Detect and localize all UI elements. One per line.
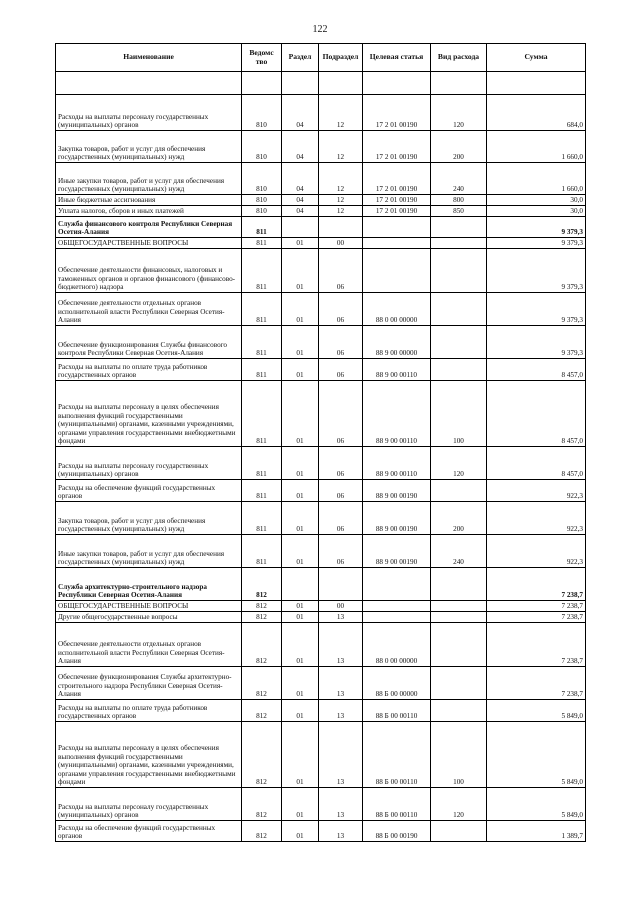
cell-cs: 88 9 00 00190 — [363, 535, 431, 568]
cell-sum: 8 457,0 — [487, 447, 586, 480]
header-sum: Сумма — [487, 44, 586, 72]
table-row — [56, 502, 586, 535]
budget-table — [55, 43, 586, 842]
cell-vr — [431, 249, 487, 293]
cell-rz — [282, 217, 319, 238]
table-row — [56, 217, 586, 238]
cell-sum: 9 379,3 — [487, 217, 586, 238]
cell-sum: 922,3 — [487, 535, 586, 568]
cell-name: Расходы на выплаты персоналу в целях обеспечения выполнения функций государственными (муниципальными) органами, казенными учреждениями, органами управления государственными внебюджетными фондами — [56, 381, 242, 447]
cell-ved: 811 — [242, 447, 282, 480]
cell-name: Расходы на выплаты по оплате труда работников государственных органов — [56, 359, 242, 381]
cell-ved: 811 — [242, 249, 282, 293]
cell-rz: 01 — [282, 326, 319, 359]
cell-sum: 684,0 — [487, 95, 586, 131]
table-header-row — [56, 44, 586, 72]
cell-cs — [363, 249, 431, 293]
cell-name: Расходы на выплаты персоналу государственных (муниципальных) органов — [56, 95, 242, 131]
cell-vr — [431, 821, 487, 842]
cell-cs: 17 2 01 00190 — [363, 95, 431, 131]
cell-ved: 812 — [242, 821, 282, 842]
cell-name: Служба финансового контроля Республики Северная Осетия-Алания — [56, 217, 242, 238]
cell-cs: 88 9 00 00110 — [363, 381, 431, 447]
table-row — [56, 95, 586, 131]
table-row — [56, 447, 586, 480]
cell-name: Расходы на выплаты персоналу в целях обеспечения выполнения функций государственными (муниципальными) органами, казенными учреждениями, органами управления государственными внебюджетными фондами — [56, 722, 242, 788]
table-row — [56, 601, 586, 612]
cell-pr: 06 — [319, 480, 363, 502]
cell-rz: 01 — [282, 480, 319, 502]
table-row — [56, 381, 586, 447]
cell-vr: 120 — [431, 95, 487, 131]
table-row — [56, 667, 586, 700]
cell-ved: 810 — [242, 131, 282, 163]
cell-rz: 01 — [282, 722, 319, 788]
cell-rz: 01 — [282, 447, 319, 480]
table-row — [56, 568, 586, 601]
cell-pr: 13 — [319, 788, 363, 821]
cell-pr: 06 — [319, 502, 363, 535]
cell-sum: 7 238,7 — [487, 667, 586, 700]
header-podrazdel: Подраздел — [319, 44, 363, 72]
cell-ved: 810 — [242, 95, 282, 131]
cell-cs: 17 2 01 00190 — [363, 131, 431, 163]
cell-rz: 01 — [282, 238, 319, 249]
cell-cs: 88 9 00 00110 — [363, 359, 431, 381]
cell-pr: 13 — [319, 667, 363, 700]
cell-ved: 811 — [242, 238, 282, 249]
cell-rz: 04 — [282, 131, 319, 163]
cell-rz: 01 — [282, 623, 319, 667]
cell-cs: 88 9 00 00190 — [363, 502, 431, 535]
cell-vr — [431, 326, 487, 359]
cell-pr: 12 — [319, 206, 363, 217]
cell-name: Иные бюджетные ассигнования — [56, 195, 242, 206]
cell-rz: 01 — [282, 612, 319, 623]
cell-pr: 13 — [319, 722, 363, 788]
cell-name: Расходы на выплаты персоналу государственных (муниципальных) органов — [56, 447, 242, 480]
cell-vr — [431, 217, 487, 238]
cell-sum: 5 849,0 — [487, 700, 586, 722]
cell-name: Уплата налогов, сборов и иных платежей — [56, 206, 242, 217]
cell-sum: 1 389,7 — [487, 821, 586, 842]
cell-rz: 01 — [282, 535, 319, 568]
cell-ved: 812 — [242, 623, 282, 667]
cell-ved: 812 — [242, 612, 282, 623]
cell-rz: 01 — [282, 381, 319, 447]
cell-cs: 88 Б 00 00110 — [363, 722, 431, 788]
cell-name: Обеспечение деятельности финансовых, налоговых и таможенных органов и органов финансового (финансово-бюджетного) надзора — [56, 249, 242, 293]
cell-name: Служба архитектурно-строительного надзора Республики Северная Осетия-Алания — [56, 568, 242, 601]
cell-pr: 12 — [319, 131, 363, 163]
table-row — [56, 163, 586, 195]
cell-rz: 01 — [282, 293, 319, 326]
header-target: Целевая статья — [363, 44, 431, 72]
cell-ved: 811 — [242, 217, 282, 238]
cell-vr: 800 — [431, 195, 487, 206]
cell-name: ОБЩЕГОСУДАРСТВЕННЫЕ ВОПРОСЫ — [56, 601, 242, 612]
cell-sum: 9 379,3 — [487, 238, 586, 249]
table-row — [56, 623, 586, 667]
cell-vr: 120 — [431, 788, 487, 821]
table-row — [56, 359, 586, 381]
cell-sum: 7 238,7 — [487, 601, 586, 612]
table-row — [56, 612, 586, 623]
cell-cs: 88 Б 00 00110 — [363, 700, 431, 722]
cell-vr — [431, 667, 487, 700]
cell-cs: 88 0 00 00000 — [363, 293, 431, 326]
cell-cs — [363, 601, 431, 612]
cell-vr — [431, 612, 487, 623]
table-row — [56, 206, 586, 217]
cell-sum: 30,0 — [487, 206, 586, 217]
cell-sum: 9 379,3 — [487, 249, 586, 293]
cell-name: Закупка товаров, работ и услуг для обеспечения государственных (муниципальных) нужд — [56, 502, 242, 535]
cell-pr: 06 — [319, 249, 363, 293]
header-ved: Ведомс тво — [242, 44, 282, 72]
cell-name: Обеспечение функционирования Службы финансового контроля Республики Северная Осетия-Алания — [56, 326, 242, 359]
table-row — [56, 480, 586, 502]
page-number: 122 — [312, 24, 328, 35]
cell-vr: 120 — [431, 447, 487, 480]
cell-cs: 88 9 00 00110 — [363, 447, 431, 480]
cell-sum: 8 457,0 — [487, 359, 586, 381]
cell-pr — [319, 217, 363, 238]
cell-ved: 811 — [242, 480, 282, 502]
cell-vr — [431, 568, 487, 601]
cell-sum: 30,0 — [487, 195, 586, 206]
cell-pr: 12 — [319, 95, 363, 131]
cell-pr: 06 — [319, 447, 363, 480]
table-row — [56, 535, 586, 568]
cell-cs: 17 2 01 00190 — [363, 206, 431, 217]
cell-pr: 00 — [319, 238, 363, 249]
cell-ved: 812 — [242, 568, 282, 601]
cell-rz: 04 — [282, 195, 319, 206]
cell-sum: 5 849,0 — [487, 722, 586, 788]
cell-rz: 04 — [282, 206, 319, 217]
cell-rz: 01 — [282, 249, 319, 293]
cell-rz: 01 — [282, 821, 319, 842]
cell-pr: 12 — [319, 163, 363, 195]
table-row — [56, 195, 586, 206]
cell-ved: 811 — [242, 326, 282, 359]
table-row — [56, 821, 586, 842]
cell-vr — [431, 480, 487, 502]
cell-pr: 13 — [319, 700, 363, 722]
cell-pr: 13 — [319, 821, 363, 842]
cell-name: Иные закупки товаров, работ и услуг для обеспечения государственных (муниципальных) нужд — [56, 535, 242, 568]
table-row — [56, 293, 586, 326]
cell-sum: 8 457,0 — [487, 381, 586, 447]
cell-sum: 9 379,3 — [487, 293, 586, 326]
header-name: Наименование — [56, 44, 242, 72]
cell-ved: 810 — [242, 163, 282, 195]
cell-cs — [363, 568, 431, 601]
cell-ved: 810 — [242, 206, 282, 217]
cell-cs: 88 Б 00 00190 — [363, 821, 431, 842]
cell-vr: 200 — [431, 131, 487, 163]
cell-sum: 1 660,0 — [487, 163, 586, 195]
cell-ved: 812 — [242, 700, 282, 722]
cell-rz: 04 — [282, 95, 319, 131]
cell-name: Другие общегосударственные вопросы — [56, 612, 242, 623]
cell-rz: 01 — [282, 788, 319, 821]
cell-pr: 00 — [319, 601, 363, 612]
cell-name: Расходы на обеспечение функций государственных органов — [56, 821, 242, 842]
cell-cs: 88 Б 00 00110 — [363, 788, 431, 821]
cell-ved: 812 — [242, 722, 282, 788]
cell-pr: 06 — [319, 293, 363, 326]
cell-vr — [431, 238, 487, 249]
cell-sum: 9 379,3 — [487, 326, 586, 359]
cell-vr: 850 — [431, 206, 487, 217]
cell-name: Иные закупки товаров, работ и услуг для обеспечения государственных (муниципальных) нужд — [56, 163, 242, 195]
cell-cs: 88 9 00 00190 — [363, 480, 431, 502]
cell-sum: 5 849,0 — [487, 788, 586, 821]
cell-rz — [282, 568, 319, 601]
cell-ved: 812 — [242, 667, 282, 700]
cell-pr: 06 — [319, 359, 363, 381]
table-row — [56, 131, 586, 163]
cell-sum: 1 660,0 — [487, 131, 586, 163]
cell-sum: 7 238,7 — [487, 623, 586, 667]
cell-pr: 06 — [319, 381, 363, 447]
table-row — [56, 326, 586, 359]
cell-name: Закупка товаров, работ и услуг для обеспечения государственных (муниципальных) нужд — [56, 131, 242, 163]
table-row — [56, 238, 586, 249]
cell-vr: 100 — [431, 381, 487, 447]
cell-vr: 240 — [431, 163, 487, 195]
cell-vr — [431, 623, 487, 667]
cell-ved: 811 — [242, 502, 282, 535]
cell-vr: 100 — [431, 722, 487, 788]
cell-pr: 06 — [319, 535, 363, 568]
cell-vr — [431, 359, 487, 381]
cell-cs: 17 2 01 00190 — [363, 163, 431, 195]
cell-name: Расходы на выплаты персоналу государственных (муниципальных) органов — [56, 788, 242, 821]
cell-ved: 812 — [242, 601, 282, 612]
cell-sum: 922,3 — [487, 502, 586, 535]
table-row — [56, 249, 586, 293]
cell-vr — [431, 700, 487, 722]
cell-cs — [363, 612, 431, 623]
cell-pr — [319, 568, 363, 601]
cell-pr: 13 — [319, 612, 363, 623]
table-row — [56, 788, 586, 821]
cell-ved: 811 — [242, 535, 282, 568]
table-row — [56, 700, 586, 722]
cell-vr: 240 — [431, 535, 487, 568]
cell-name: Обеспечение деятельности отдельных органов исполнительной власти Республики Северная Осетия-Алания — [56, 293, 242, 326]
cell-rz: 01 — [282, 502, 319, 535]
table-row — [56, 722, 586, 788]
cell-pr: 06 — [319, 326, 363, 359]
cell-rz: 04 — [282, 163, 319, 195]
cell-rz: 01 — [282, 700, 319, 722]
cell-sum: 922,3 — [487, 480, 586, 502]
cell-cs: 88 0 00 00000 — [363, 623, 431, 667]
cell-name: Обеспечение деятельности отдельных органов исполнительной власти Республики Северная Осетия-Алания — [56, 623, 242, 667]
cell-sum: 7 238,7 — [487, 568, 586, 601]
cell-ved: 811 — [242, 381, 282, 447]
header-razdel: Раздел — [282, 44, 319, 72]
cell-rz: 01 — [282, 667, 319, 700]
cell-cs — [363, 238, 431, 249]
cell-cs: 17 2 01 00190 — [363, 195, 431, 206]
cell-name: ОБЩЕГОСУДАРСТВЕННЫЕ ВОПРОСЫ — [56, 238, 242, 249]
cell-ved: 811 — [242, 293, 282, 326]
cell-vr: 200 — [431, 502, 487, 535]
cell-vr — [431, 601, 487, 612]
cell-cs: 88 9 00 00000 — [363, 326, 431, 359]
cell-cs — [363, 217, 431, 238]
cell-vr — [431, 293, 487, 326]
cell-ved: 812 — [242, 788, 282, 821]
cell-cs: 88 Б 00 00000 — [363, 667, 431, 700]
cell-pr: 13 — [319, 623, 363, 667]
header-vid: Вид расхода — [431, 44, 487, 72]
cell-name: Расходы на выплаты по оплате труда работников государственных органов — [56, 700, 242, 722]
cell-name: Расходы на обеспечение функций государственных органов — [56, 480, 242, 502]
cell-pr: 12 — [319, 195, 363, 206]
cell-rz: 01 — [282, 601, 319, 612]
cell-ved: 811 — [242, 359, 282, 381]
cell-rz: 01 — [282, 359, 319, 381]
table-spacer-row — [56, 72, 586, 95]
cell-sum: 7 238,7 — [487, 612, 586, 623]
cell-name: Обеспечение функционирования Службы архитектурно-строительного надзора Республики Северная Осетия-Алания — [56, 667, 242, 700]
table-body — [56, 72, 586, 842]
cell-ved: 810 — [242, 195, 282, 206]
